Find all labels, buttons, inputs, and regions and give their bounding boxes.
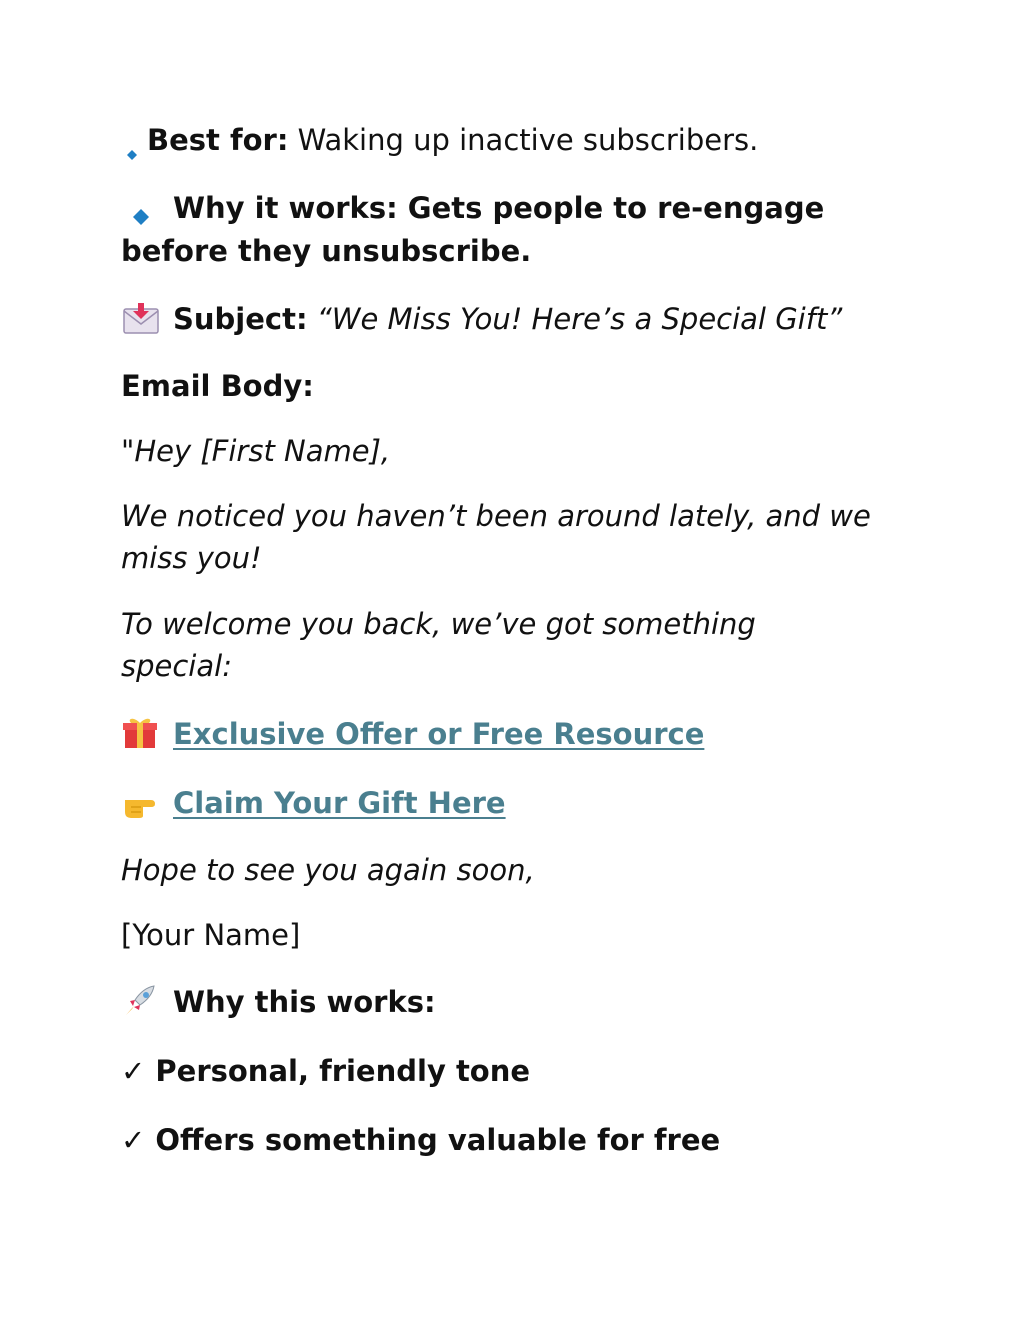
incoming-envelope-icon bbox=[121, 302, 173, 336]
why-this-works-line bbox=[121, 981, 436, 1024]
subject-label: Subject: bbox=[173, 302, 308, 336]
email-signature-name: [Your Name] bbox=[121, 918, 301, 952]
email-paragraph-1-line-2: miss you! bbox=[121, 541, 262, 575]
why-this-works-heading: Why this works: bbox=[173, 985, 436, 1019]
small-blue-diamond-icon bbox=[121, 198, 173, 222]
why-it-works-heading: Why it works: Gets people to re-engage bbox=[173, 191, 825, 225]
best-for-label: Best for: bbox=[147, 123, 289, 157]
gift-icon bbox=[121, 716, 173, 750]
claim-gift-link[interactable]: Claim Your Gift Here bbox=[173, 786, 506, 820]
best-for-text: Waking up inactive subscribers. bbox=[288, 123, 759, 157]
subject-line bbox=[121, 298, 842, 341]
why-this-works-item: ✓ Offers something valuable for free bbox=[121, 1123, 721, 1157]
email-paragraph-2-line-2: special: bbox=[121, 649, 232, 683]
why-it-works-line-2: before they unsubscribe. bbox=[121, 234, 532, 268]
email-paragraph-2-line-1: To welcome you back, we’ve got something bbox=[121, 607, 756, 641]
small-blue-diamond-icon bbox=[121, 134, 147, 154]
claim-line bbox=[121, 782, 506, 825]
exclusive-offer-link[interactable]: Exclusive Offer or Free Resource bbox=[173, 717, 705, 751]
email-body-heading: Email Body: bbox=[121, 369, 314, 403]
why-it-works-line-1 bbox=[121, 187, 824, 230]
pointing-hand-icon bbox=[121, 786, 173, 820]
best-for-line bbox=[121, 119, 758, 162]
email-signoff: Hope to see you again soon, bbox=[121, 853, 535, 887]
why-this-works-item: ✓ Personal, friendly tone bbox=[121, 1054, 531, 1088]
offer-line bbox=[121, 713, 704, 756]
email-greeting: "Hey [First Name], bbox=[121, 434, 391, 468]
email-paragraph-1-line-1: We noticed you haven’t been around lately, and we bbox=[121, 499, 871, 533]
rocket-icon bbox=[121, 983, 173, 1019]
subject-text: “We Miss You! Here’s a Special Gift” bbox=[316, 302, 843, 336]
